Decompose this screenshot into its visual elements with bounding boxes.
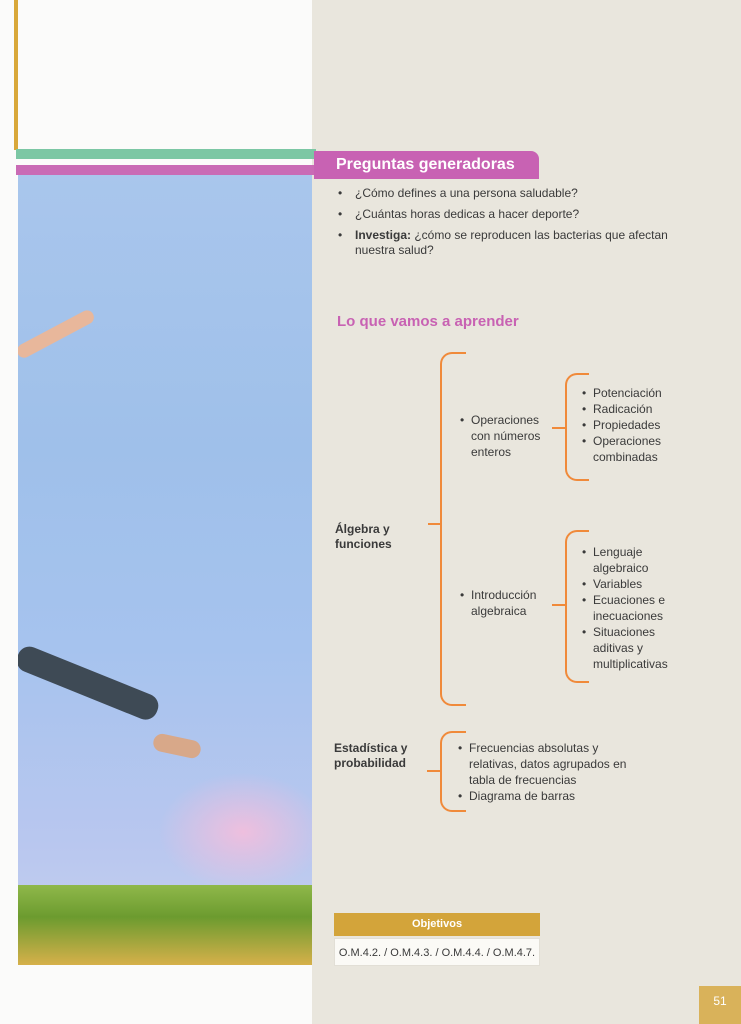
question-text: ¿cómo se reproducen las bacterias que afectan nuestra salud? — [355, 228, 668, 257]
leaping-leg — [18, 643, 162, 723]
bullet: • — [460, 413, 465, 427]
question-item — [338, 228, 708, 258]
bullet: • — [582, 545, 587, 559]
light-flare — [158, 772, 312, 892]
subtopic-integers — [460, 412, 552, 460]
subtopic-algebraic — [460, 587, 552, 619]
item-text: Frecuencias absolutas y relativas, datos agrupados en tabla de frecuencias — [469, 741, 627, 787]
list-item — [582, 624, 683, 672]
list-item — [582, 592, 678, 624]
bullet: • — [582, 625, 587, 639]
bullet: • — [582, 386, 587, 400]
bullet: • — [582, 434, 587, 448]
left-edge-ribbon — [14, 0, 18, 150]
subtopic-list — [460, 412, 552, 460]
list-item — [458, 788, 648, 804]
list-item — [582, 385, 692, 401]
item-text: Propiedades — [593, 418, 661, 432]
objectives-codes: O.M.4.2. / O.M.4.3. / O.M.4.4. / O.M.4.7. — [334, 938, 540, 966]
subtopic-item — [460, 412, 552, 460]
topic-statistics-label: Estadística y probabilidad — [334, 741, 408, 770]
connector-line — [427, 770, 441, 772]
item-text: Ecuaciones e inecuaciones — [593, 593, 666, 623]
section-heading: Preguntas generadoras — [314, 151, 539, 179]
bare-foot — [152, 732, 203, 760]
item-text: Radicación — [593, 402, 653, 416]
brace-algebra — [440, 352, 466, 706]
bullet: • — [338, 207, 343, 221]
bullet: • — [338, 186, 343, 200]
list-item — [582, 576, 692, 592]
bullet: • — [582, 418, 587, 432]
item-text: Variables — [593, 577, 643, 591]
subtopic-item — [460, 587, 552, 619]
connector-line — [552, 604, 566, 606]
integers-items — [582, 385, 692, 465]
bullet: • — [460, 588, 465, 602]
topic-algebra-label: Álgebra y funciones — [335, 522, 392, 551]
item-text: Operaciones combinadas — [593, 434, 662, 464]
question-item — [338, 207, 708, 222]
question-text: ¿Cómo defines a una persona saludable? — [355, 186, 578, 200]
item-text: Lenguaje algebraico — [593, 545, 649, 575]
bullet: • — [582, 402, 587, 416]
page-number: 51 — [699, 986, 741, 1024]
question-list — [338, 186, 708, 264]
subtopic-list — [460, 587, 552, 619]
grass-field — [18, 885, 312, 965]
bullet: • — [582, 577, 587, 591]
raised-arm — [18, 308, 96, 360]
question-item — [338, 186, 708, 201]
objectives-heading: Objetivos — [334, 913, 540, 936]
item-text: Situaciones aditivas y multiplicativas — [593, 625, 668, 671]
connector-line — [552, 427, 566, 429]
item-text: Diagrama de barras — [469, 789, 576, 803]
question-bold: Investiga: — [355, 228, 412, 242]
algebraic-items — [582, 544, 692, 672]
list-item — [582, 544, 663, 576]
item-text: Potenciación — [593, 386, 662, 400]
subtopic-label: Introducción algebraica — [471, 588, 537, 618]
cover-photo — [18, 172, 312, 965]
list-item — [582, 401, 692, 417]
decorative-bar-pink — [16, 165, 316, 175]
question-text: ¿Cuántas horas dedicas a hacer deporte? — [355, 207, 580, 221]
list-item — [582, 433, 673, 465]
list-item — [458, 740, 648, 788]
decorative-bar-green — [16, 149, 316, 159]
bullet: • — [458, 741, 463, 755]
bullet: • — [582, 593, 587, 607]
bullet: • — [458, 789, 463, 803]
statistics-items — [458, 740, 648, 804]
list-item — [582, 417, 692, 433]
subtopic-label: Operaciones con números enteros — [471, 413, 541, 459]
bullet: • — [338, 228, 343, 242]
learn-heading: Lo que vamos a aprender — [337, 313, 519, 330]
